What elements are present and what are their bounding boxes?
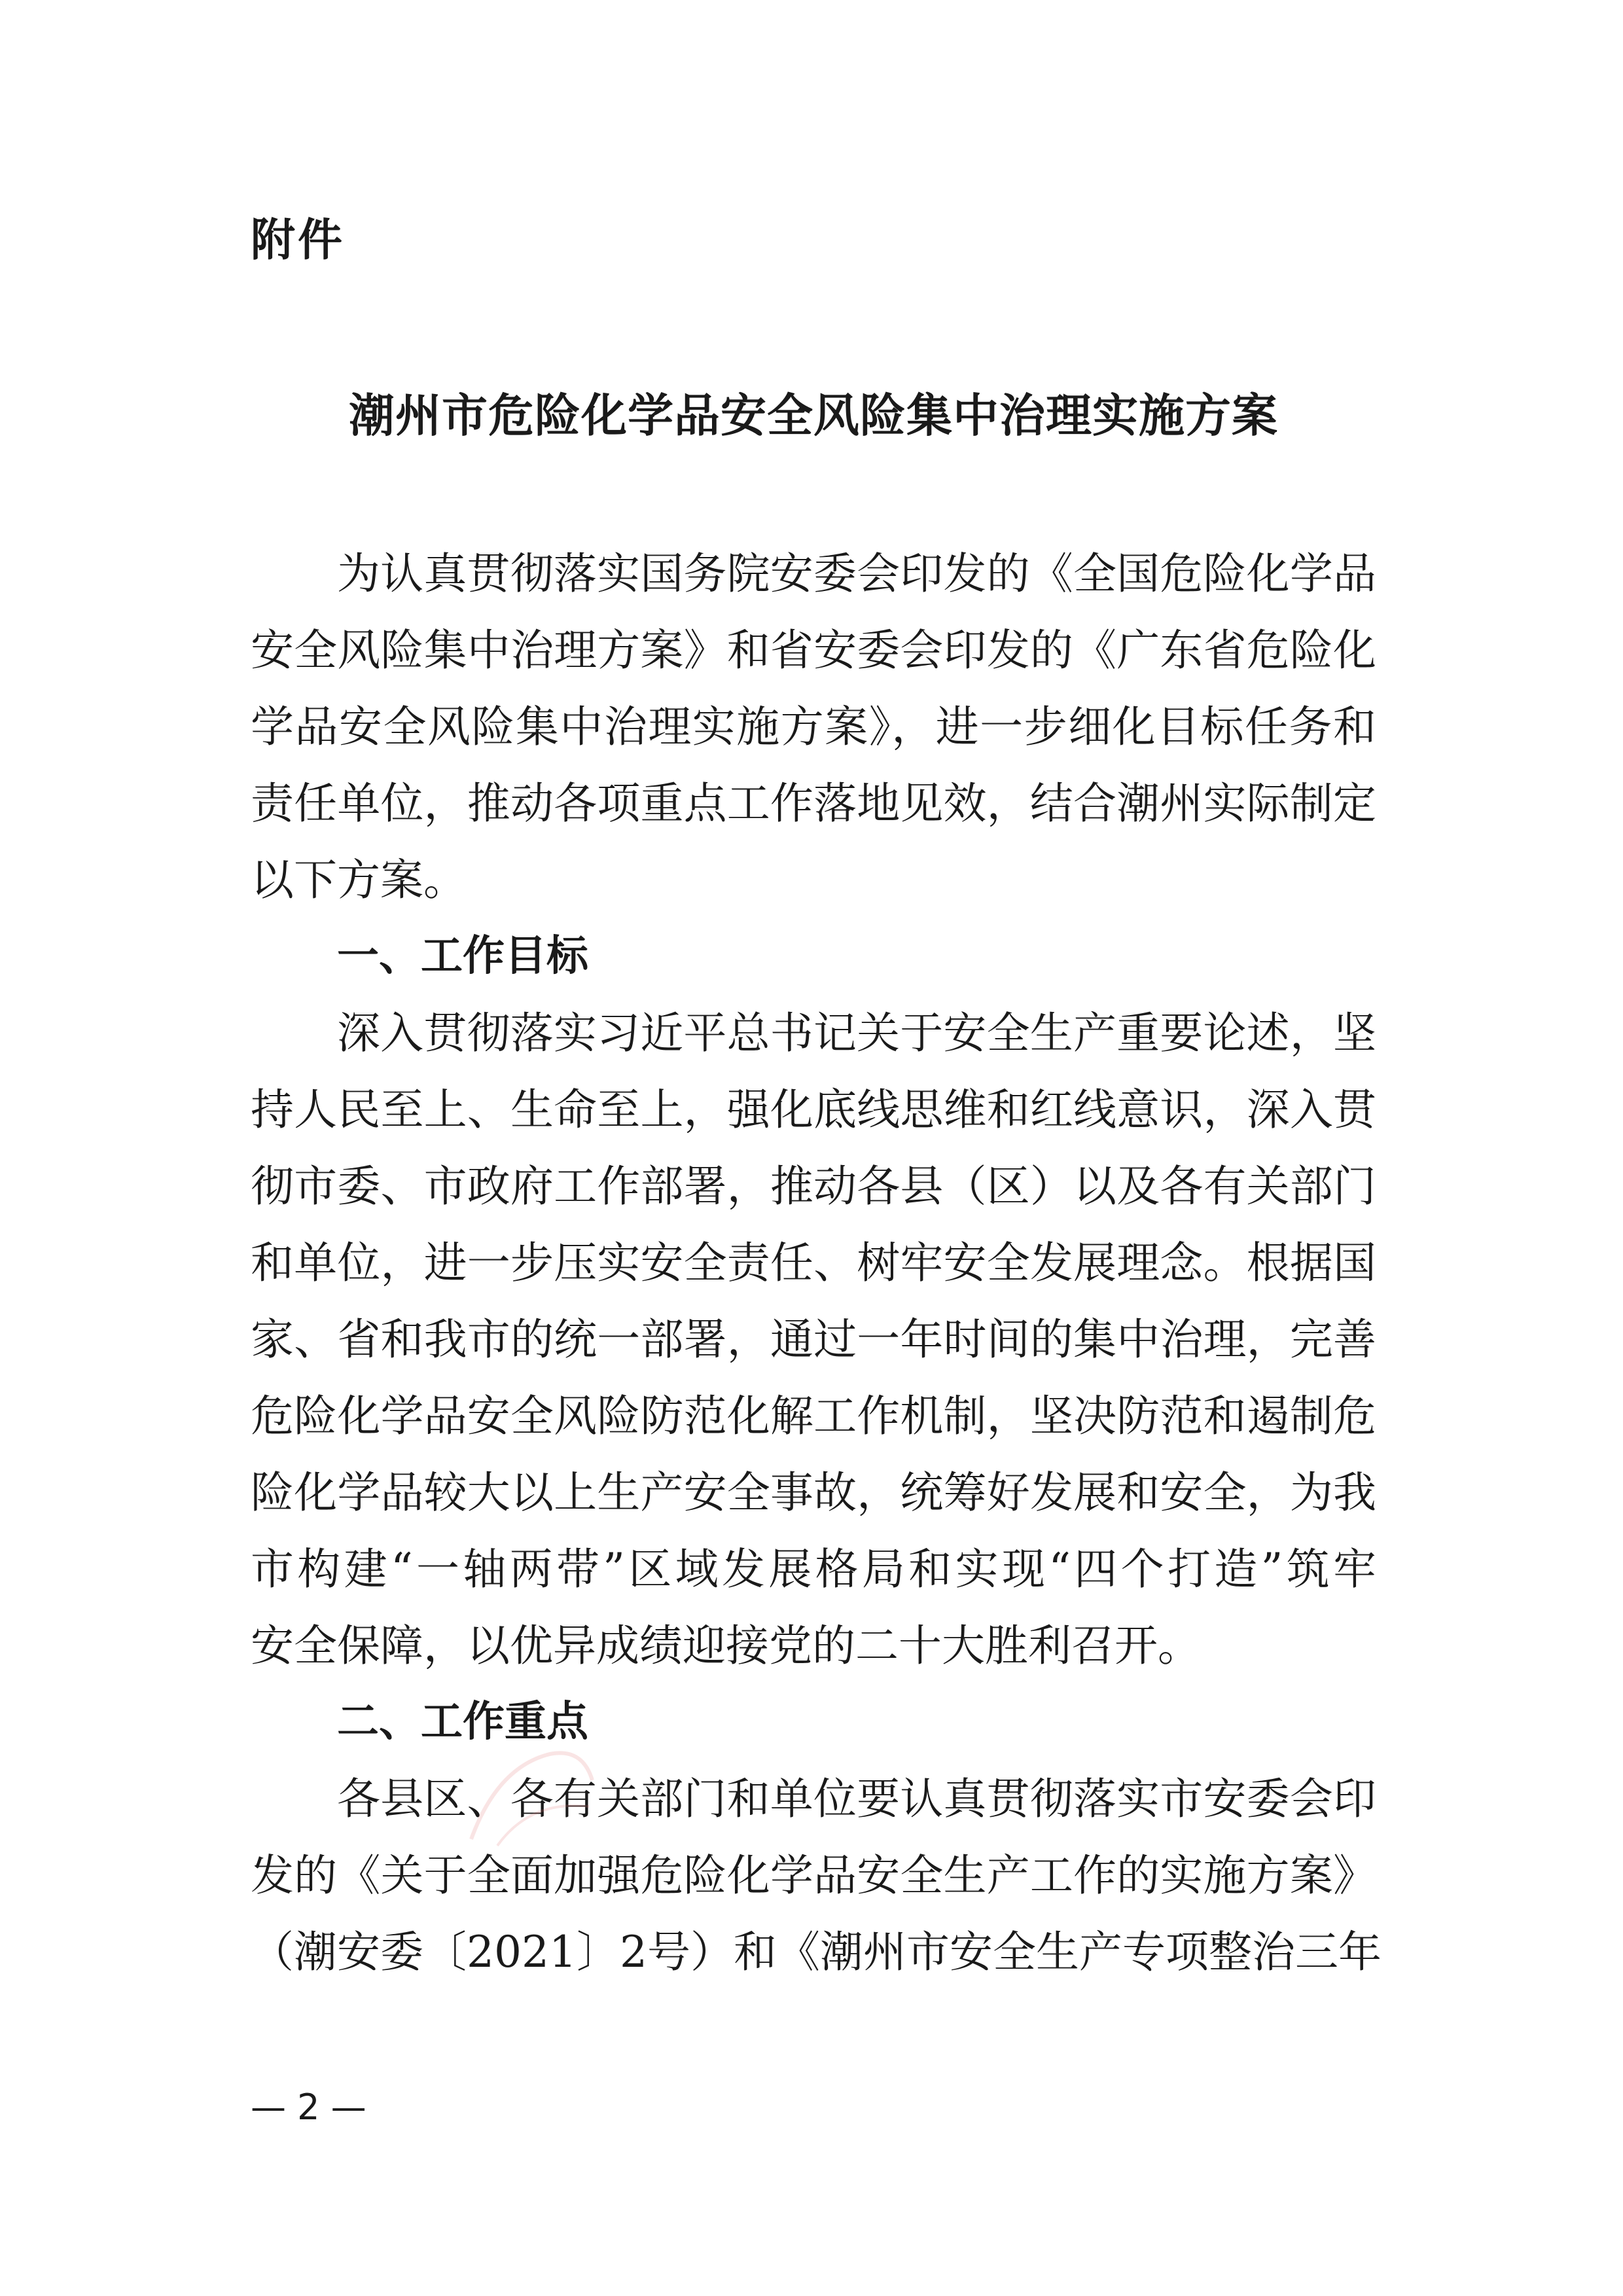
- paragraph-goals: [251, 995, 1376, 1684]
- text-line: 深入贯彻落实习近平总书记关于安全生产重要论述，坚: [337, 1008, 1376, 1058]
- section-heading-focus: 二、工作重点: [337, 1698, 588, 1746]
- text-line: 责任单位，推动各项重点工作落地见效，结合潮州实际制定: [251, 778, 1376, 829]
- text-line: 险化学品较大以上生产安全事故，统筹好发展和安全，为我: [251, 1467, 1376, 1518]
- document-body: [251, 535, 1382, 1990]
- paragraph-intro: [251, 535, 1376, 918]
- text-line: 市构建“一轴两带”区域发展格局和实现“四个打造”筑牢: [251, 1544, 1376, 1594]
- section-heading-goals: 一、工作目标: [337, 932, 588, 980]
- text-line: 为认真贯彻落实国务院安委会印发的《全国危险化学品: [337, 548, 1376, 599]
- text-line: 安全保障，以优异成绩迎接党的二十大胜利召开。: [251, 1621, 1201, 1671]
- text-line: 以下方案。: [251, 855, 467, 905]
- text-line: 持人民至上、生命至上，强化底线思维和红线意识，深入贯: [251, 1085, 1376, 1135]
- text-line: 各县区、各有关部门和单位要认真贯彻落实市安委会印: [337, 1774, 1376, 1824]
- text-line: （潮安委〔2021〕2号）和《潮州市安全生产专项整治三年: [251, 1927, 1382, 1977]
- text-line: 和单位，进一步压实安全责任、树牢安全发展理念。根据国: [251, 1238, 1376, 1288]
- document-title: 潮州市危险化学品安全风险集中治理实施方案: [349, 388, 1278, 442]
- page-number: — 2 —: [251, 2087, 366, 2128]
- text-line: 危险化学品安全风险防范化解工作机制，坚决防范和遏制危: [251, 1391, 1376, 1441]
- attachment-label: 附件: [251, 215, 346, 266]
- text-line: 发的《关于全面加强危险化学品安全生产工作的实施方案》: [251, 1850, 1376, 1901]
- paragraph-focus: [251, 1761, 1382, 1990]
- text-line: 学品安全风险集中治理实施方案》，进一步细化目标任务和: [251, 702, 1376, 752]
- text-line: 家、省和我市的统一部署，通过一年时间的集中治理，完善: [251, 1314, 1376, 1365]
- faint-seal-mark: [458, 1741, 602, 1859]
- text-line: 彻市委、市政府工作部署，推动各县（区）以及各有关部门: [251, 1161, 1376, 1211]
- text-line: 安全风险集中治理方案》和省安委会印发的《广东省危险化: [251, 625, 1376, 675]
